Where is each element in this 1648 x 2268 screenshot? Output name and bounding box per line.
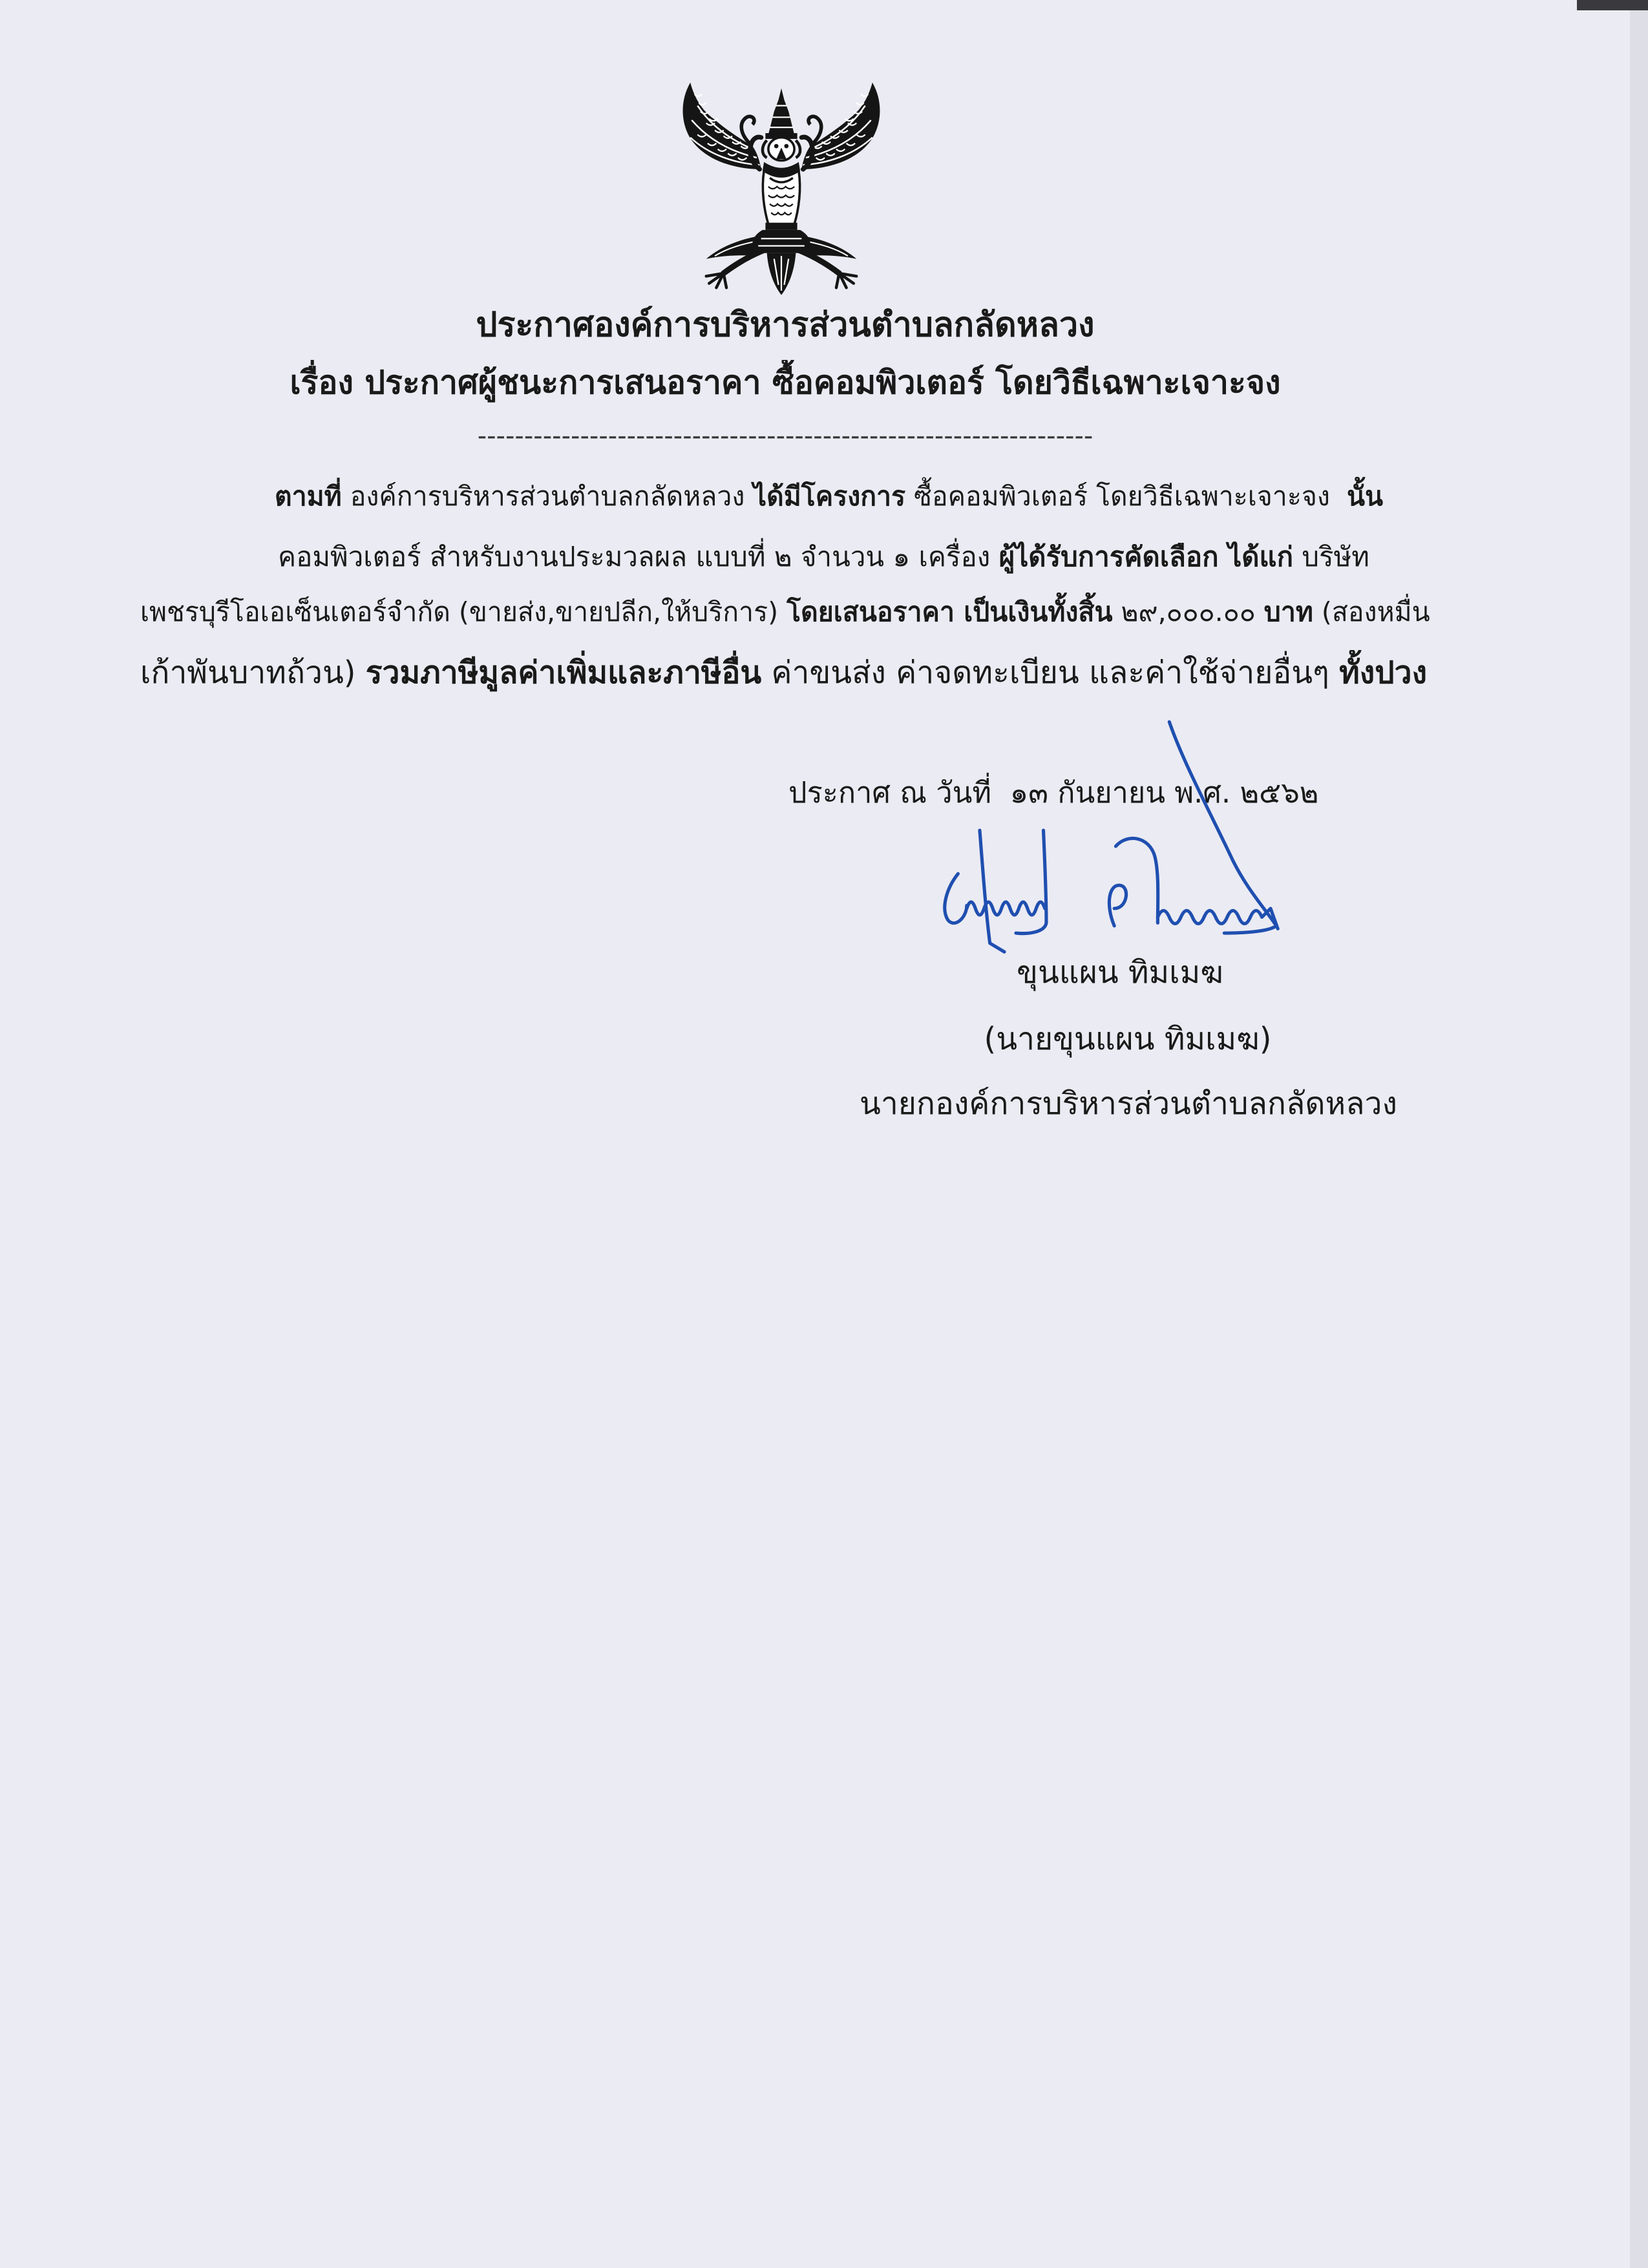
scan-edge-right <box>1630 0 1648 2268</box>
emphasis-text: ผู้ได้รับการคัดเลือก ได้แก่ <box>998 541 1294 572</box>
body-text: บริษัท <box>1293 541 1369 572</box>
body-line <box>140 589 1439 637</box>
scan-edge-top <box>1577 0 1648 10</box>
emblem-eye <box>784 144 788 149</box>
signature-stroke <box>1016 830 1046 934</box>
emblem-eye <box>774 144 779 149</box>
emblem-skirt <box>752 230 810 253</box>
emphasis-text: บาท <box>1263 596 1313 627</box>
body-text: ๒๙,๐๐๐.๐๐ <box>1112 596 1264 627</box>
signatory-name: ขุนแผน ทิมเมฆ <box>1017 954 1223 991</box>
body-line <box>278 534 1389 582</box>
date-line: ประกาศ ณ วันที่ ๑๓ กันยายน พ.ศ. ๒๕๖๒ <box>788 775 1318 810</box>
body-line <box>275 474 1386 521</box>
document-subject: เรื่อง ประกาศผู้ชนะการเสนอราคา ซื้อคอมพิวเตอร์ โดยวิธีเฉพาะเจาะจง <box>290 364 1281 401</box>
page-title: ประกาศองค์การบริหารส่วนตำบลกลัดหลวง <box>476 306 1095 344</box>
emphasis-text: ทั้งปวง <box>1339 655 1427 691</box>
emblem-belt <box>765 223 797 230</box>
signatory-full-name: (นายขุนแผน ทิมเมฆ) <box>984 1021 1272 1057</box>
body-text: เพชรบุรีโอเอเซ็นเตอร์จำกัด (ขายส่ง,ขายปลีก,ให้บริการ) <box>140 596 787 627</box>
signature-stroke <box>967 902 1045 915</box>
emblem-center <box>752 89 810 295</box>
body-text: องค์การบริหารส่วนตำบลกลัดหลวง <box>341 481 754 512</box>
emphasis-text: ตามที่ <box>275 481 342 512</box>
signature-stroke <box>980 830 1004 952</box>
emblem-right-half <box>799 83 880 288</box>
signatory-position: นายกองค์การบริหารส่วนตำบลกลัดหลวง <box>860 1086 1397 1122</box>
body-text: (สองหมื่น <box>1313 596 1430 627</box>
title-separator: ------------------------------------------------------------------ <box>477 421 1093 451</box>
emphasis-text: โดยเสนอราคา เป็นเงินทั้งสิ้น <box>787 596 1113 627</box>
signature-stroke <box>1115 838 1157 923</box>
emblem-left-half <box>683 83 765 288</box>
handwritten-signature <box>926 709 1288 969</box>
signature-stroke <box>945 874 967 923</box>
body-text: คอมพิวเตอร์ สำหรับงานประมวลผล แบบที่ ๒ จำนวน ๑ เครื่อง <box>278 541 999 572</box>
body-text: เก้าพันบาทถ้วน) <box>140 655 366 691</box>
signature-stroke <box>1169 722 1276 933</box>
body-text: ซื้อคอมพิวเตอร์ โดยวิธีเฉพาะเจาะจง <box>905 481 1347 512</box>
emphasis-text: ได้มีโครงการ <box>753 481 906 512</box>
emphasis-text: นั้น <box>1346 481 1384 512</box>
emphasis-text: รวมภาษีมูลค่าเพิ่มและภาษีอื่น <box>365 655 762 691</box>
signature-stroke <box>1157 908 1278 929</box>
body-line <box>140 650 1439 698</box>
signature-stroke <box>1109 885 1126 926</box>
body-text: ค่าขนส่ง ค่าจดทะเบียน และค่าใช้จ่ายอื่นๆ <box>761 655 1340 691</box>
garuda-emblem <box>677 79 885 297</box>
